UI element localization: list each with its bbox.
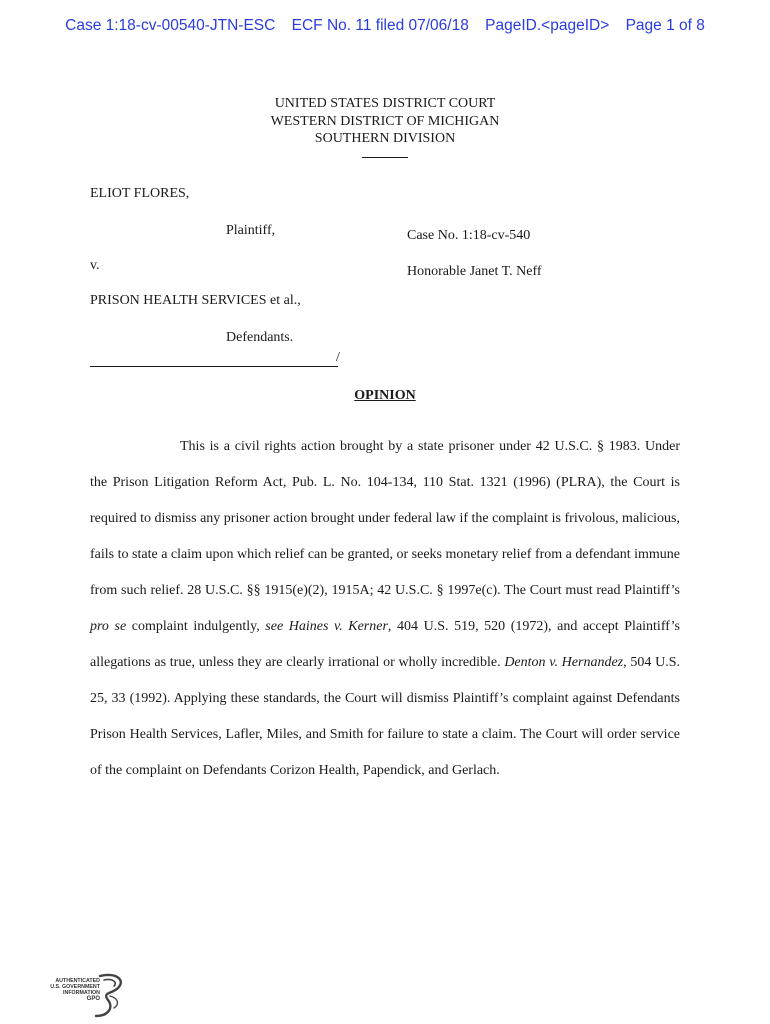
opinion-title: OPINION bbox=[354, 388, 416, 403]
defendant-role: Defendants. bbox=[226, 330, 294, 345]
seal-line: U.S. GOVERNMENT bbox=[50, 984, 100, 990]
heading-rule bbox=[362, 148, 408, 158]
versus: v. bbox=[90, 258, 100, 273]
page-count-stamp: Page 1 of 8 bbox=[625, 17, 705, 34]
plaintiff-role: Plaintiff, bbox=[226, 223, 276, 238]
opinion-paragraph bbox=[90, 429, 680, 789]
case-number: Case No. 1:18-cv-540 bbox=[407, 228, 531, 243]
case-citation: see Haines v. Kerner bbox=[265, 619, 388, 634]
judge-name: Honorable Janet T. Neff bbox=[407, 264, 542, 279]
text-run: complaint indulgently, bbox=[126, 619, 266, 634]
seal-line: AUTHENTICATED bbox=[55, 978, 100, 984]
case-number-stamp: Case 1:18-cv-00540-JTN-ESC bbox=[65, 17, 276, 34]
plaintiff-name: ELIOT FLORES, bbox=[90, 186, 190, 201]
court-district: WESTERN DISTRICT OF MICHIGAN bbox=[270, 113, 500, 129]
defendant-name: PRISON HEALTH SERVICES et al., bbox=[90, 293, 301, 308]
court-heading bbox=[0, 95, 770, 158]
caption-slash: / bbox=[336, 350, 340, 365]
text-run: , 404 U.S. 519, 520 (1972), and accept Plaintiff’s allegations as true, unless they are clearly irrational or wholly incredible. bbox=[90, 619, 681, 670]
caption-rule bbox=[90, 366, 338, 367]
court-division: SOUTHERN DIVISION bbox=[314, 131, 456, 146]
page-id-stamp: PageID.<pageID> bbox=[485, 17, 610, 34]
seal-line: GPO bbox=[86, 996, 100, 1002]
ecf-filing-stamp: ECF No. 11 filed 07/06/18 bbox=[291, 17, 469, 34]
text-run: This is a civil rights action brought by a state prisoner under 42 U.S.C. § 1983. Under the Prison Litigation Reform Act, Pub. L. No. 104-134, 110 Stat. 1321 (1996) (PLRA), the Court is required to dismiss any prisoner action brought under federal law if the complaint is frivolous, malicious, fails to state a claim upon which relief can be granted, or seeks monetary relief from a defendant immune from such relief. 28 U.S.C. §§ 1915(e)(2), 1915A; 42 U.S.C. § 1997e(c). The Court must read Plaintiff’s bbox=[90, 439, 680, 598]
case-citation: Denton v. Hernandez bbox=[504, 655, 624, 670]
ecf-header-stamp bbox=[0, 17, 770, 35]
text-run: , 504 U.S. 25, 33 (1992). Applying these standards, the Court will dismiss Plaintiff’s complaint against Defendants Prison Health Services, Lafler, Miles, and Smith for failure to state a claim. The Court will order service of the complaint on Defendants Corizon Health, Papendick, and Gerlach. bbox=[90, 655, 680, 778]
court-name: UNITED STATES DISTRICT COURT bbox=[274, 96, 496, 111]
opinion-body bbox=[90, 429, 680, 789]
seal-line: INFORMATION bbox=[63, 990, 100, 996]
text-run-italic: pro se bbox=[90, 619, 127, 634]
gpo-seal-text bbox=[40, 978, 100, 1002]
